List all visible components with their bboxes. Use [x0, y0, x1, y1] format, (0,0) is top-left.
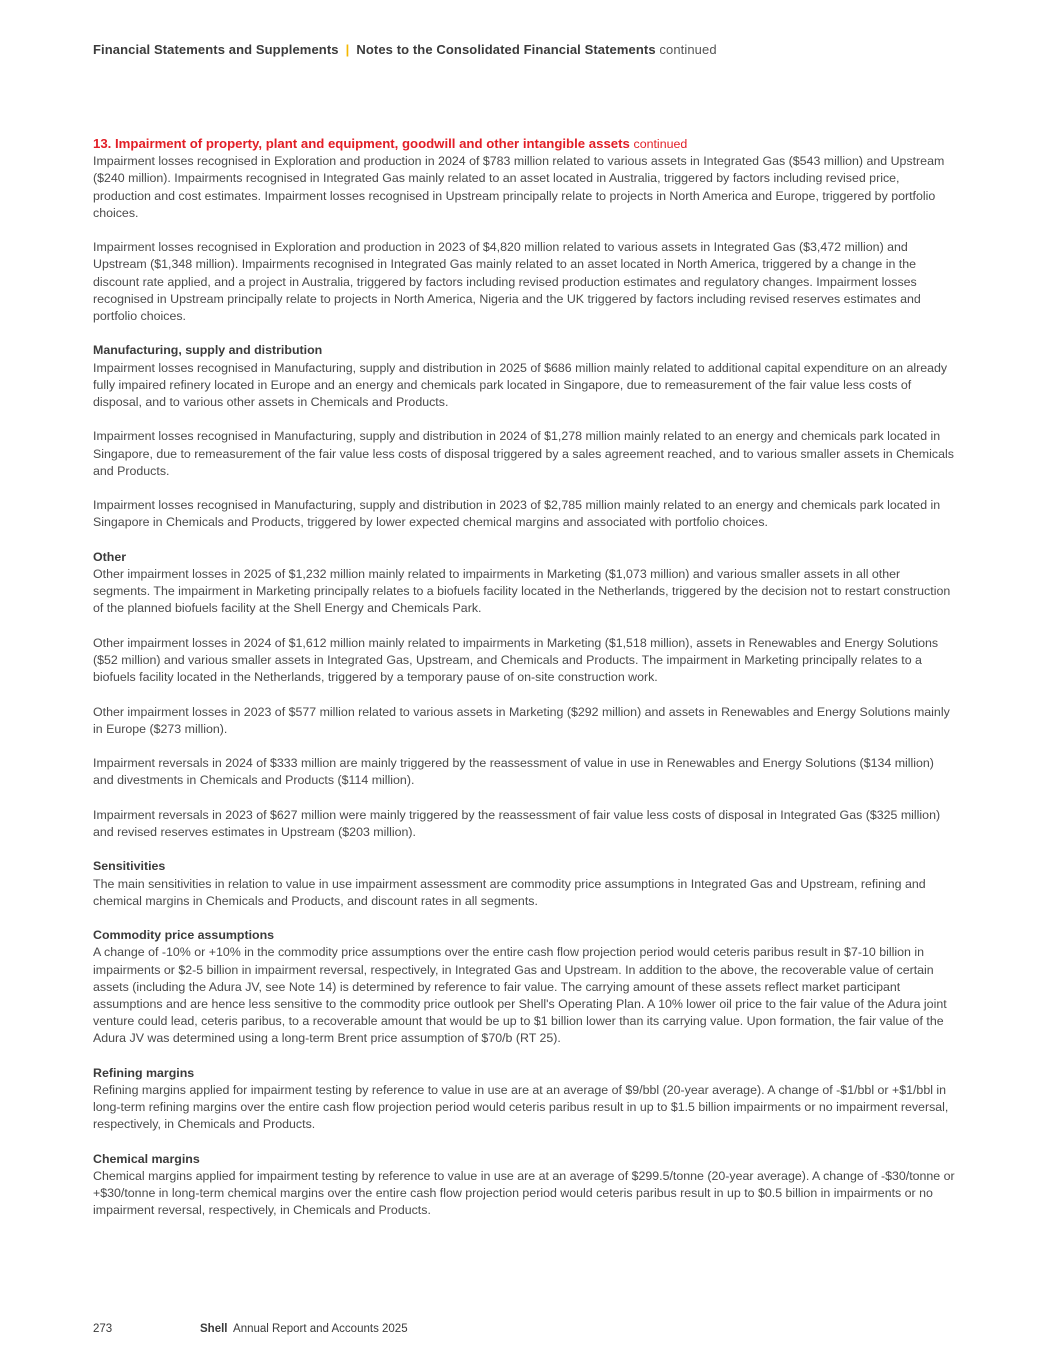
header-section: Financial Statements and Supplements [93, 42, 339, 57]
note-paragraph: Impairment losses recognised in Exploration and production in 2023 of $4,820 million related to various assets in Integrated Gas ($3,472 million) and Upstream ($1,348 million). Impairments recognised in Integrated Gas mainly related to an asset located in North America, triggered by a change in the discount rate applied, and a project in Australia, triggered by factors including revised production estimates and regulatory changes. Impairment losses recognised in Upstream principally relate to projects in North America, Nigeria and the UK triggered by factors including revised reserves estimates and portfolio choices. [93, 240, 921, 324]
note-title-continued: continued [633, 137, 688, 151]
refining-section [93, 1065, 955, 1134]
other-paragraph: Other impairment losses in 2024 of $1,612 million mainly related to impairments in Marketing ($1,518 million), assets in Renewables and Energy Solutions ($52 million) and various smaller assets in Integrated Gas, Upstream, and Chemicals and Products. The impairment in Marketing principally relates to a biofuels facility located in the Netherlands, triggered by a temporary pause of on-site construction work. [93, 635, 939, 685]
other-paragraph: Other impairment losses in 2023 of $577 million related to various assets in Marketing ($292 million) and assets in Renewables and Energy Solutions mainly in Europe ($273 million). [93, 704, 950, 736]
other-paragraph: Impairment reversals in 2023 of $627 million were mainly triggered by the reassessment of fair value less costs of disposal in Integrated Gas ($325 million) and revised reserves estimates in Upstream ($203 million). [93, 807, 941, 839]
other-paragraph: Other impairment losses in 2025 of $1,232 million mainly related to impairments in Marketing ($1,073 million) and various smaller assets in all other segments. The impairment in Marketing principally relates to a biofuels facility located in the Netherlands, triggered by the decision not to restart construction of the planned biofuels facility at the Shell Energy and Chemicals Park. [93, 567, 951, 616]
msd-paragraph: Impairment losses recognised in Manufacturing, supply and distribution in 2024 of $1,278 million mainly related to an energy and chemicals park located in Singapore, due to remeasurement of the fair value less costs of disposal triggered by a sales agreement reached, and to various smaller assets in Chemicals and Products. [93, 429, 954, 478]
note-paragraph: Impairment losses recognised in Exploration and production in 2024 of $783 million related to various assets in Integrated Gas ($543 million) and Upstream ($240 million). Impairments recognised in Integrated Gas mainly related to an asset located in Australia, triggered by factors including revised price, production and cost estimates. Impairment losses recognised in Upstream principally relate to projects in North America and Europe, triggered by portfolio choices. [93, 154, 945, 220]
commodity-section [93, 927, 955, 1047]
note-title-line [93, 135, 955, 153]
msd-paragraph: Impairment losses recognised in Manufacturing, supply and distribution in 2023 of $2,785 million mainly related to an energy and chemicals park located in Singapore in Chemicals and Products, triggered by lower expected chemical margins and associated with portfolio choices. [93, 498, 941, 530]
sensitivities-paragraph: The main sensitivities in relation to value in use impairment assessment are commodity price assumptions in Integrated Gas and Upstream, refining and chemical margins in Chemicals and Products, and discount rates in all segments. [93, 876, 926, 908]
other-section [93, 549, 955, 841]
header-separator: | [345, 42, 350, 57]
main-content [93, 135, 955, 1237]
msd-paragraph: Impairment losses recognised in Manufacturing, supply and distribution in 2025 of $686 million mainly related to additional capital expenditure on an already fully impaired refinery located in Europe and an energy and chemicals park located in Singapore, due to remeasurement of the fair value less costs of disposal, and to various other assets in Chemicals and Products. [93, 360, 948, 410]
report-title: Annual Report and Accounts 2025 [233, 1323, 408, 1335]
note-title-text: 13. Impairment of property, plant and equipment, goodwill and other intangible assets [93, 136, 630, 151]
sensitivities-heading: Sensitivities [93, 859, 166, 874]
header-continued: continued [659, 42, 717, 57]
sensitivities-section [93, 858, 955, 910]
other-heading: Other [93, 549, 127, 564]
msd-section [93, 342, 955, 531]
chemical-section [93, 1151, 955, 1220]
running-header [93, 42, 717, 57]
page-number: 273 [93, 1323, 113, 1335]
refining-paragraph: Refining margins applied for impairment testing by reference to value in use are at an average of $9/bbl (20-year average). A change of -$1/bbl or +$1/bbl in long-term refining margins over the entire cash flow projection period would ceteris paribus result in up to $1.5 billion impairments or no impairment reversal, respectively, in Chemicals and Products. [93, 1082, 949, 1132]
note-title [93, 136, 687, 151]
chemical-heading: Chemical margins [93, 1151, 200, 1166]
commodity-paragraph: A change of -10% or +10% in the commodity price assumptions over the entire cash flow projection period would ceteris paribus result in $7-10 billion in impairments or $2-5 billion in impairment reversal, respectively, in Integrated Gas and Upstream. In addition to the above, the recoverable value of certain assets (including the Adura JV, see Note 14) is determined by reference to fair value. The carrying amount of these assets reflect market participant assumptions and are hence less sensitive to the commodity price outlook per Shell's Operating Plan. A 10% lower oil price to the fair value of the Adura joint venture could lead, ceteris paribus, to a recoverable amount that would be up to $1 billion lower than its carrying value. Upon formation, the fair value of the Adura JV was determined using a long-term Brent price assumption of $70/b (RT 25). [93, 945, 947, 1046]
refining-heading: Refining margins [93, 1065, 195, 1080]
brand-name: Shell [200, 1323, 228, 1335]
commodity-heading: Commodity price assumptions [93, 928, 275, 943]
msd-heading: Manufacturing, supply and distribution [93, 343, 323, 358]
header-title: Notes to the Consolidated Financial Statements [356, 42, 656, 57]
footer-brand [200, 1323, 408, 1335]
chemical-paragraph: Chemical margins applied for impairment testing by reference to value in use are at an average of $299.5/tonne (20-year average). A change of -$30/tonne or +$30/tonne in long-term chemical margins over the entire cash flow projection period would ceteris paribus result in up to $0.5 billion in impairments or no impairment reversal, respectively, in Chemicals and Products. [93, 1168, 955, 1218]
other-paragraph: Impairment reversals in 2024 of $333 million are mainly triggered by the reassessment of value in use in Renewables and Energy Solutions ($134 million) and divestments in Chemicals and Products ($114 million). [93, 756, 934, 788]
